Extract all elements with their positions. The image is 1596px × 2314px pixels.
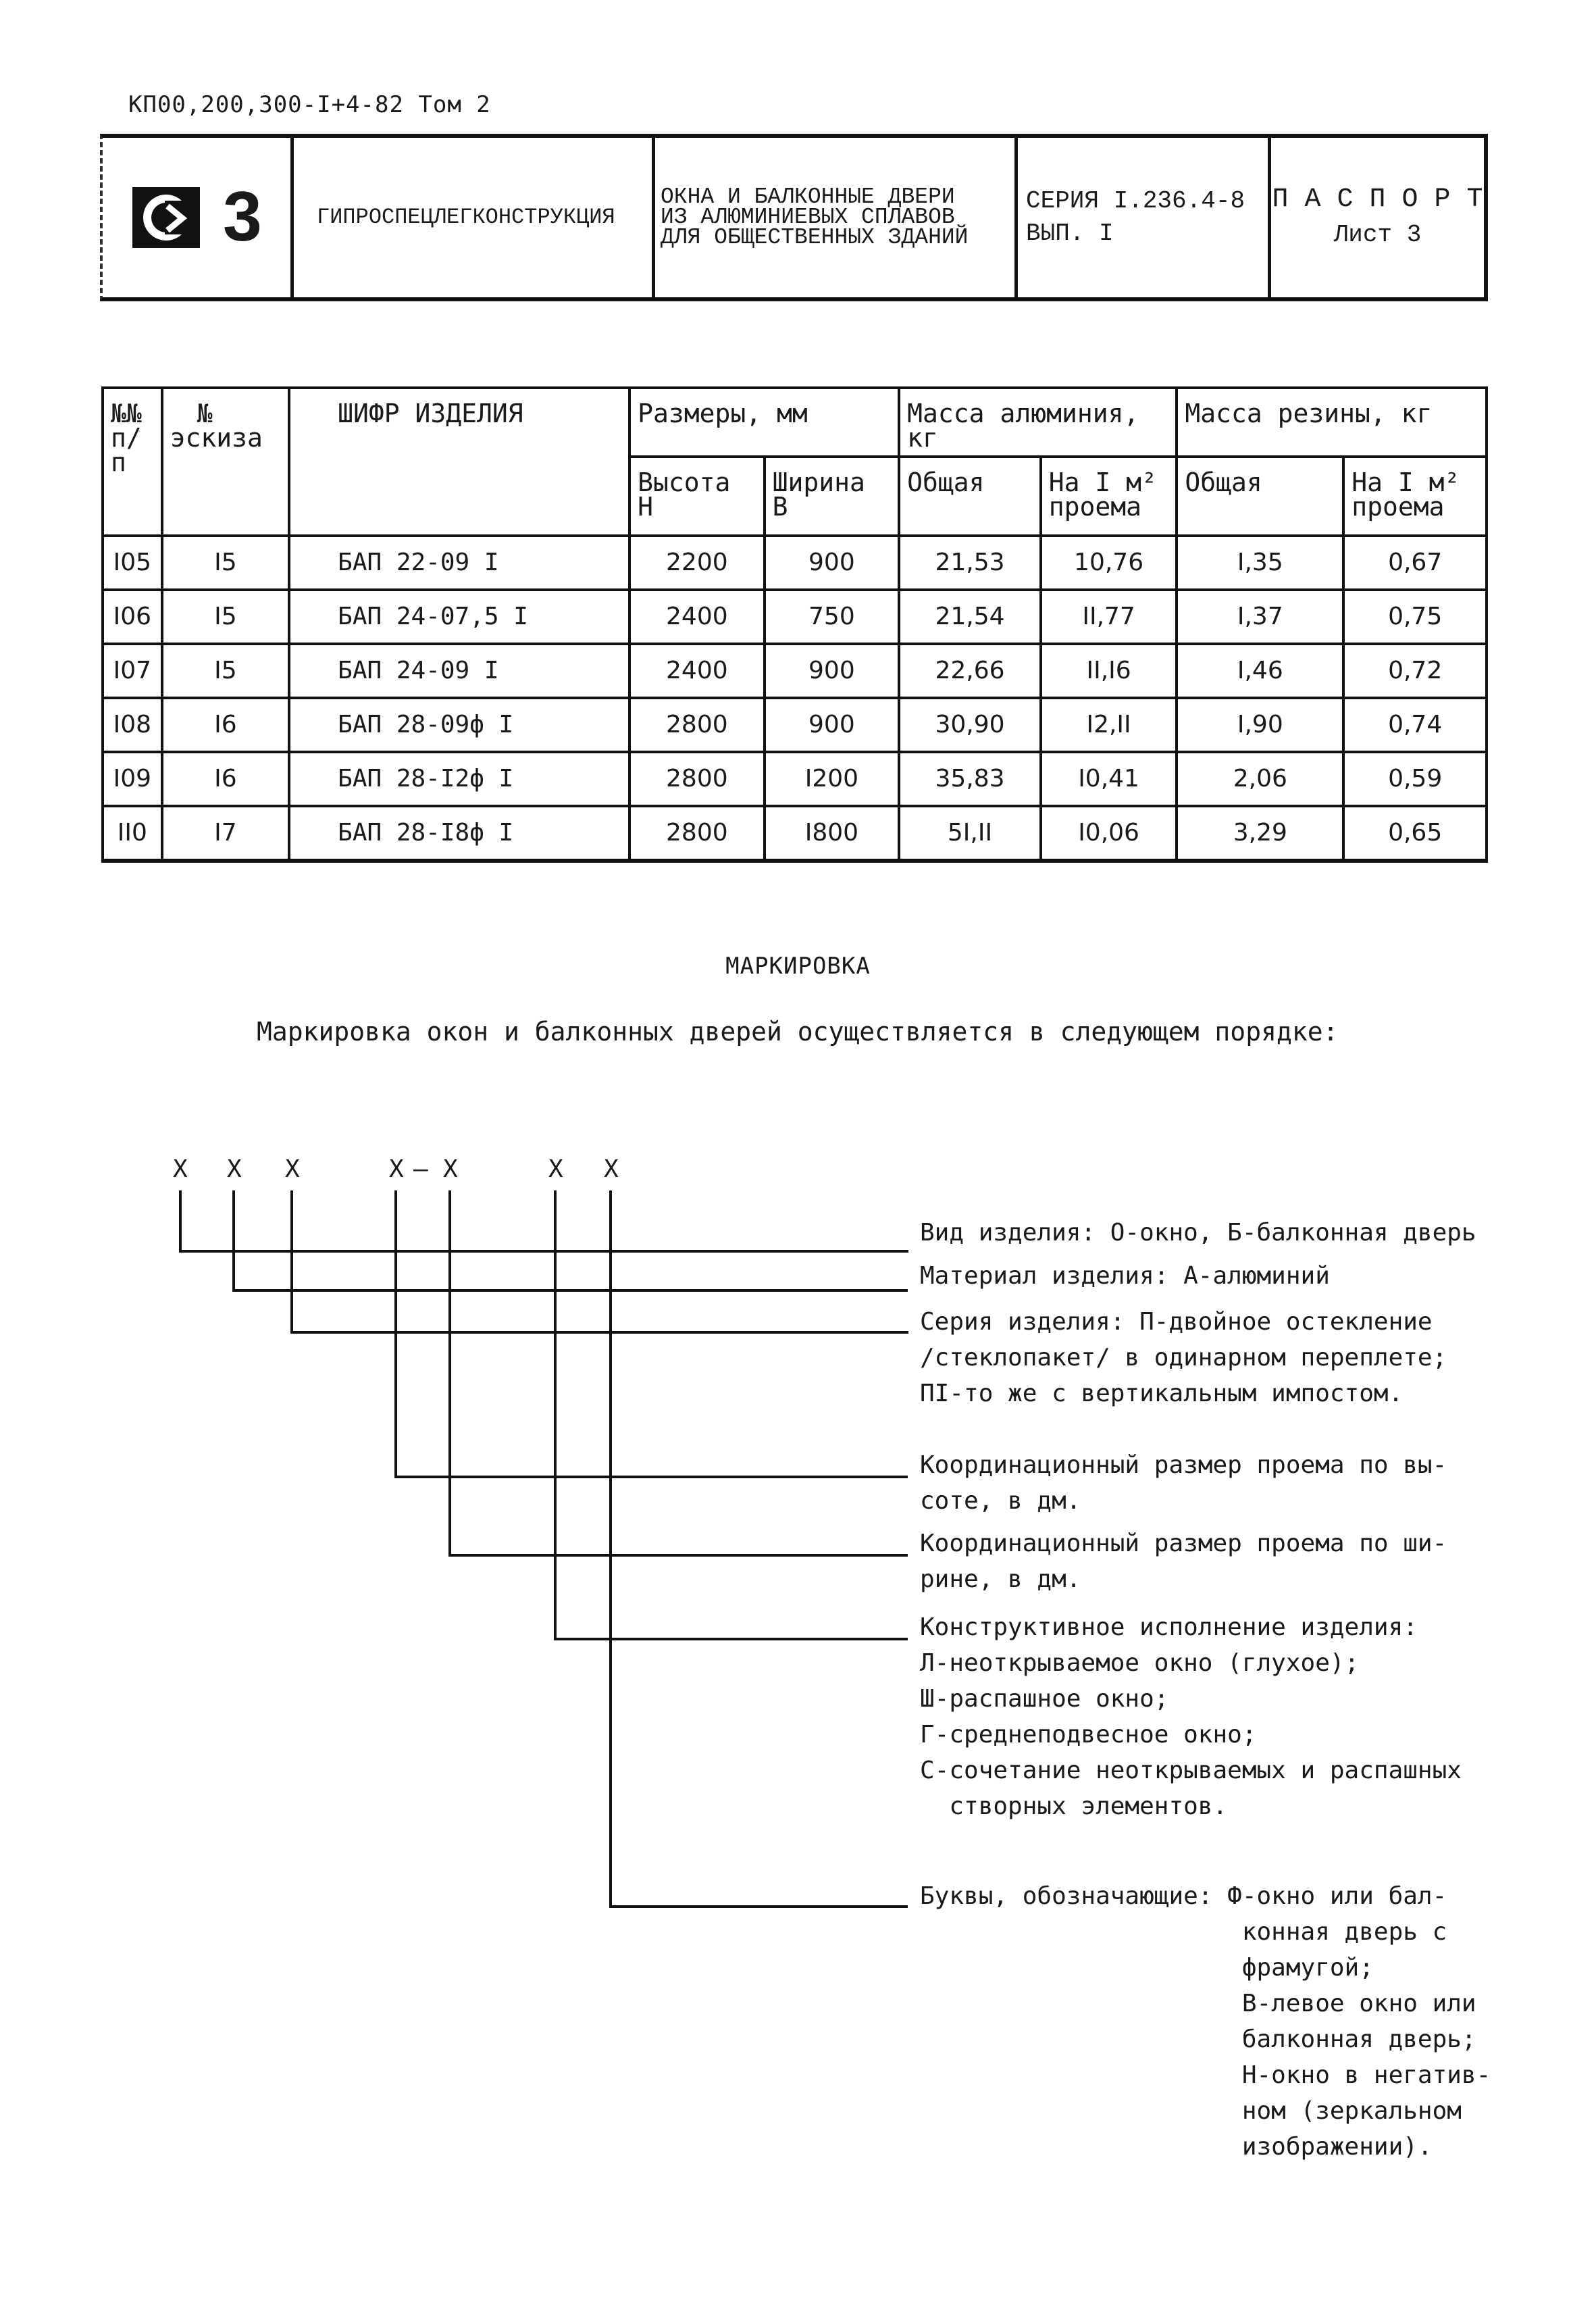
scheme-letter: X [443,1155,458,1183]
marking-item-height: Координационный размер проема по вы- соте, в дм. [920,1451,1447,1515]
cell-sketch: I6 [162,752,289,806]
subject-line-3: ДЛЯ ОБЩЕСТВЕННЫХ ЗДАНИЙ [661,225,969,250]
marking-item-width: Координационный размер проема по ши- рине, в дм. [920,1530,1447,1593]
organization-name: ГИПРОСПЕЦЛЕГКОНСТРУКЦИЯ [317,205,615,230]
header-aluminium-per-m2: На I м² проема [1041,457,1177,536]
cell-width: 900 [765,698,900,752]
header-aluminium-mass: Масса алюминия, кг [899,388,1177,457]
header-rubber-total: Общая [1177,457,1343,536]
cell-alu-m2: I0,41 [1041,752,1177,806]
cell-rubber-m2: 0,75 [1343,590,1487,644]
cell-sketch: I6 [162,698,289,752]
connector-line-4-vertical [394,1190,397,1477]
subject-line-1: ОКНА И БАЛКОННЫЕ ДВЕРИ [661,184,955,209]
connector-line-6-horizontal [554,1638,908,1640]
scheme-letter: X [604,1155,619,1183]
cell-rubber-total: 3,29 [1177,806,1343,861]
cell-rubber-total: I,46 [1177,644,1343,698]
cell-rubber-total: 2,06 [1177,752,1343,806]
document-type: П А С П О Р Т [1272,184,1483,215]
cell-alu-total: 30,90 [899,698,1041,752]
logo-cell [103,138,294,297]
marking-item-material: Материал изделия: А-алюминий [920,1262,1330,1290]
scheme-letter: X [227,1155,242,1183]
header-row-number [103,388,162,536]
header-rubber-mass: Масса резины, кг [1177,388,1487,457]
header-num-line1: №№ [111,399,142,428]
cell-sketch: I5 [162,644,289,698]
scheme-letter: X [389,1155,404,1183]
cell-code: БАП 28-09ф I [289,698,629,752]
table-row [103,806,1487,861]
connector-line-7-horizontal [609,1905,908,1908]
cell-code: БАП 28-I8ф I [289,806,629,861]
cell-num: I09 [103,752,162,806]
header-sketch-line2: эскиза [170,423,263,453]
scheme-dash: — [413,1155,428,1183]
scheme-letter: X [285,1155,300,1183]
subject-cell [655,138,1018,297]
subject-line-2: ИЗ АЛЮМИНИЕВЫХ СПЛАВОВ [661,205,955,230]
cell-rubber-total: I,37 [1177,590,1343,644]
connector-line-1-horizontal [179,1250,908,1253]
cell-alu-total: 22,66 [899,644,1041,698]
connector-line-2-vertical [232,1190,235,1290]
cell-num: I05 [103,536,162,590]
marking-item-product-type: Вид изделия: О-окно, Б-балконная дверь [920,1219,1476,1247]
table-row [103,698,1487,752]
title-block [100,134,1488,301]
table-row [103,752,1487,806]
cell-alu-m2: I2,II [1041,698,1177,752]
cell-height: 2400 [629,644,765,698]
cell-height: 2400 [629,590,765,644]
table-row [103,536,1487,590]
series-cell [1018,138,1271,297]
cell-rubber-m2: 0,72 [1343,644,1487,698]
cell-alu-m2: I0,06 [1041,806,1177,861]
header-aluminium-total: Общая [899,457,1041,536]
cell-alu-total: 21,53 [899,536,1041,590]
cell-alu-total: 21,54 [899,590,1041,644]
header-rubber-per-m2: На I м² проема [1343,457,1487,536]
document-code: КП00,200,300-I+4-82 Том 2 [128,91,491,118]
cell-rubber-m2: 0,65 [1343,806,1487,861]
cell-rubber-m2: 0,74 [1343,698,1487,752]
table-row [103,644,1487,698]
cell-alu-total: 35,83 [899,752,1041,806]
connector-line-3-horizontal [290,1331,908,1334]
marking-heading: МАРКИРОВКА [725,953,871,980]
header-sketch-line1: № [197,399,213,428]
cell-height: 2200 [629,536,765,590]
cell-sketch: I5 [162,590,289,644]
connector-line-1-vertical [179,1190,182,1251]
marking-intro: Маркировка окон и балконных дверей осуществляется в следующем порядке: [257,1017,1339,1047]
connector-line-5-horizontal [448,1554,908,1557]
cell-sketch: I7 [162,806,289,861]
cell-num: I06 [103,590,162,644]
cell-sketch: I5 [162,536,289,590]
cell-width: 900 [765,644,900,698]
scheme-letter: X [548,1155,563,1183]
header-num-line2: п/п [111,423,142,477]
cell-height: 2800 [629,752,765,806]
logo-digit: 3 [223,178,262,256]
cell-width: I200 [765,752,900,806]
organization-cell [294,138,655,297]
cell-code: БАП 24-09 I [289,644,629,698]
cell-width: 900 [765,536,900,590]
header-width: Ширина B [765,457,900,536]
cell-rubber-m2: 0,67 [1343,536,1487,590]
connector-line-5-vertical [448,1190,451,1555]
cell-num: II0 [103,806,162,861]
specification-table [101,386,1488,863]
connector-line-2-horizontal [232,1289,908,1292]
header-dimensions: Размеры, мм [629,388,899,457]
marking-item-series: Серия изделия: П-двойное остекление /стеклопакет/ в одинарном переплете; ПI-то же с вертикальным импостом. [920,1308,1447,1407]
series-number: СЕРИЯ I.236.4-8 [1026,187,1245,215]
header-product-code: ШИФР ИЗДЕЛИЯ [289,388,629,536]
connector-line-4-horizontal [394,1476,908,1478]
cell-num: I07 [103,644,162,698]
cell-width: I800 [765,806,900,861]
sheet-number: Лист 3 [1333,221,1422,249]
header-height: Высота H [629,457,765,536]
issue-number: ВЫП. I [1026,220,1114,247]
scheme-letter: X [173,1155,188,1183]
cell-code: БАП 28-I2ф I [289,752,629,806]
connector-line-6-vertical [554,1190,557,1639]
cell-height: 2800 [629,806,765,861]
cell-num: I08 [103,698,162,752]
connector-line-7-vertical [609,1190,612,1907]
cell-alu-m2: 10,76 [1041,536,1177,590]
marking-item-design: Конструктивное исполнение изделия: Л-неоткрываемое окно (глухое); Ш-распашное окно; Г-среднеподвесное окно; С-сочетание неоткрываемых и распашных створных элементов. [920,1613,1462,1820]
document-type-cell [1271,138,1484,297]
cell-width: 750 [765,590,900,644]
header-sketch [162,388,289,536]
cell-height: 2800 [629,698,765,752]
marking-item-letters: Буквы, обозначающие: Ф-окно или бал- конная дверь с фрамугой; В-левое окно или балконная дверь; Н-окно в негатив- ном (зеркальном изображении). [920,1882,1491,2161]
connector-line-3-vertical [290,1190,293,1332]
table-row [103,590,1487,644]
cell-rubber-m2: 0,59 [1343,752,1487,806]
cell-alu-m2: II,77 [1041,590,1177,644]
cell-code: БАП 22-09 I [289,536,629,590]
cell-rubber-total: I,90 [1177,698,1343,752]
cell-alu-m2: II,I6 [1041,644,1177,698]
cell-code: БАП 24-07,5 I [289,590,629,644]
cell-rubber-total: I,35 [1177,536,1343,590]
cell-alu-total: 5I,II [899,806,1041,861]
